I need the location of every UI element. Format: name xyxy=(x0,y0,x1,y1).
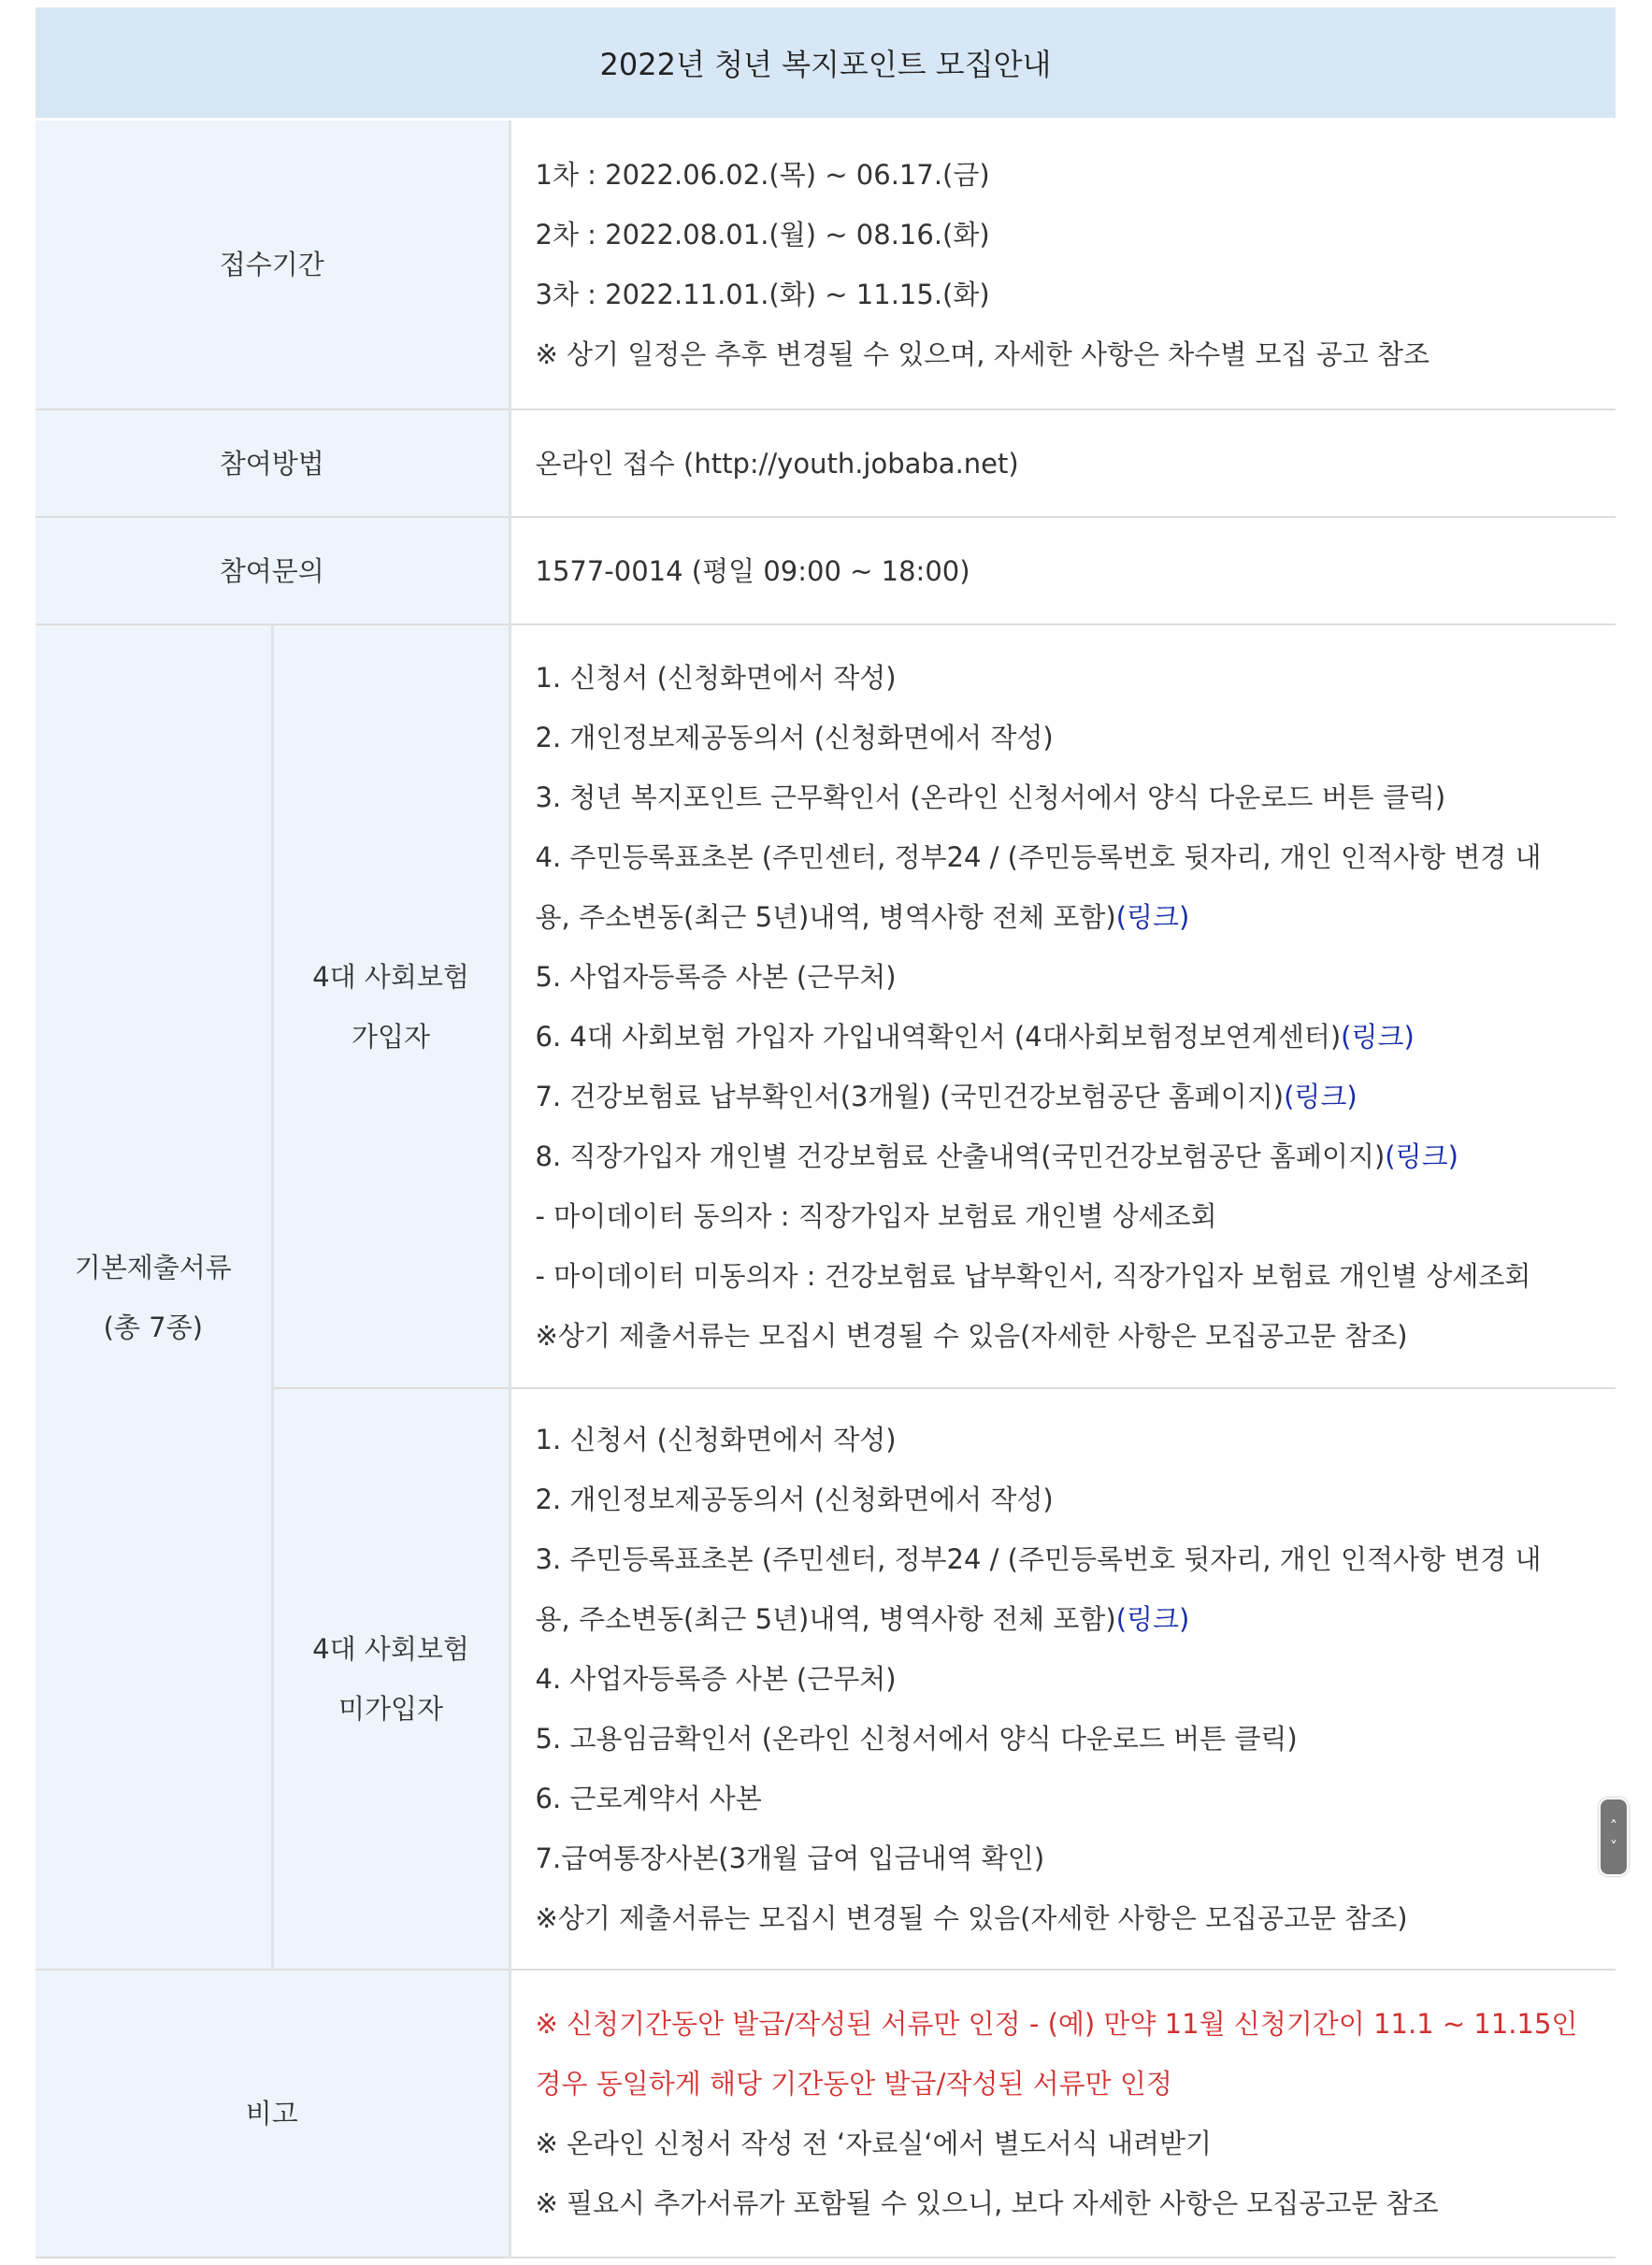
method-label: 참여방법 xyxy=(36,409,510,517)
list-item-text: 용, 주소변동(최근 5년)내역, 병역사항 전체 포함) xyxy=(535,900,1116,933)
remarks-label: 비고 xyxy=(36,1970,510,2258)
row-remarks xyxy=(36,1970,1616,2258)
insurance-history-link[interactable]: (링크) xyxy=(1341,1020,1415,1053)
list-note: ※상기 제출서류는 모집시 변경될 수 있음(자세한 사항은 모집공고문 참조) xyxy=(535,1319,1408,1352)
list-item xyxy=(536,1067,1602,1126)
list-item: 2. 개인정보제공동의서 (신청화면에서 작성) xyxy=(535,1484,1054,1515)
list-item xyxy=(536,1126,1602,1186)
list-item: 1. 신청서 (신청화면에서 작성) xyxy=(535,661,897,694)
remarks-warning-1: ※ 신청기간동안 발급/작성된 서류만 인정 - (예) 만약 11월 신청기간이 11.1 ~ 11.15인 xyxy=(535,2008,1578,2040)
period-label: 접수기간 xyxy=(36,121,510,409)
info-table xyxy=(36,121,1616,2258)
list-item: 3. 청년 복지포인트 근무확인서 (온라인 신청서에서 양식 다운로드 버튼 클릭) xyxy=(535,781,1446,813)
uninsured-label-line2: 미가입자 xyxy=(338,1693,444,1725)
list-item-text: 7. 건강보험료 납부확인서(3개월) (국민건강보험공단 홈페이지) xyxy=(535,1080,1285,1112)
list-item: - 마이데이터 미동의자 : 건강보험료 납부확인서, 직장가입자 보험료 개인별 상세조회 xyxy=(535,1259,1531,1292)
list-item-text: 6. 4대 사회보험 가입자 가입내역확인서 (4대사회보험정보연계센터) xyxy=(535,1020,1342,1053)
docs-label-line1: 기본제출서류 xyxy=(74,1251,232,1283)
list-item xyxy=(536,887,1602,947)
period-line-3: 3차 : 2022.11.01.(화) ~ 11.15.(화) xyxy=(535,279,990,310)
remarks-value xyxy=(510,1970,1616,2258)
page-title: 2022년 청년 복지포인트 모집안내 xyxy=(36,7,1616,121)
insured-docs xyxy=(510,624,1616,1388)
remarks-note-1: ※ 온라인 신청서 작성 전 ‘자료실‘에서 별도서식 내려받기 xyxy=(535,2128,1213,2159)
list-item xyxy=(536,1589,1602,1649)
row-inquiry xyxy=(36,517,1616,624)
list-item: 1. 신청서 (신청화면에서 작성) xyxy=(535,1424,897,1455)
remarks-note-2: ※ 필요시 추가서류가 포함될 수 있으니, 보다 자세한 사항은 모집공고문 참조 xyxy=(535,2187,1439,2219)
inquiry-value: 1577-0014 (평일 09:00 ~ 18:00) xyxy=(510,517,1616,624)
row-period xyxy=(36,121,1616,409)
list-item: 6. 근로계약서 사본 xyxy=(535,1783,762,1814)
list-item: 5. 고용임금확인서 (온라인 신청서에서 양식 다운로드 버튼 클릭) xyxy=(535,1723,1298,1755)
insured-label xyxy=(272,624,510,1388)
period-value xyxy=(510,121,1616,409)
uninsured-label xyxy=(272,1388,510,1970)
list-item: 2. 개인정보제공동의서 (신청화면에서 작성) xyxy=(535,721,1054,753)
health-calculation-link[interactable]: (링크) xyxy=(1385,1140,1458,1172)
health-payment-link[interactable]: (링크) xyxy=(1284,1080,1358,1112)
list-item: 7.급여통장사본(3개월 급여 입금내역 확인) xyxy=(535,1842,1045,1874)
docs-label-line2: (총 7종) xyxy=(103,1311,203,1343)
period-line-1: 1차 : 2022.06.02.(목) ~ 06.17.(금) xyxy=(535,159,990,191)
list-item: 5. 사업자등록증 사본 (근무처) xyxy=(535,960,897,993)
uninsured-docs xyxy=(510,1388,1616,1970)
insured-label-line2: 가입자 xyxy=(351,1020,431,1053)
resident-record-link[interactable]: (링크) xyxy=(1115,900,1190,933)
row-docs-uninsured xyxy=(36,1388,1616,1970)
method-value: 온라인 접수 (http://youth.jobaba.net) xyxy=(510,409,1616,517)
insured-label-line1: 4대 사회보험 xyxy=(312,960,469,993)
list-item-text: 8. 직장가입자 개인별 건강보험료 산출내역(국민건강보험공단 홈페이지) xyxy=(535,1140,1386,1172)
resident-record-link-2[interactable]: (링크) xyxy=(1115,1603,1190,1635)
docs-label xyxy=(36,624,272,1970)
list-item: - 마이데이터 동의자 : 직장가입자 보험료 개인별 상세조회 xyxy=(535,1199,1217,1232)
chevron-up-icon[interactable]: ˄ xyxy=(1610,1817,1617,1835)
period-note: ※ 상기 일정은 추후 변경될 수 있으며, 자세한 사항은 차수별 모집 공고 참조 xyxy=(535,338,1430,370)
chevron-down-icon[interactable]: ˅ xyxy=(1610,1838,1617,1856)
uninsured-label-line1: 4대 사회보험 xyxy=(312,1633,469,1665)
list-item: 3. 주민등록표초본 (주민센터, 정부24 / (주민등록번호 뒷자리, 개인 인적사항 변경 내 xyxy=(535,1543,1542,1575)
list-item xyxy=(536,1007,1602,1067)
list-item-text: 용, 주소변동(최근 5년)내역, 병역사항 전체 포함) xyxy=(535,1603,1116,1635)
inquiry-label: 참여문의 xyxy=(36,517,510,624)
row-method xyxy=(36,409,1616,517)
row-docs-insured xyxy=(36,624,1616,1388)
scroll-control[interactable] xyxy=(1599,1798,1629,1876)
list-item: 4. 주민등록표초본 (주민센터, 정부24 / (주민등록번호 뒷자리, 개인 인적사항 변경 내 xyxy=(535,840,1542,873)
recruitment-info xyxy=(36,7,1616,2258)
remarks-warning-2: 경우 동일하게 해당 기간동안 발급/작성된 서류만 인정 xyxy=(535,2068,1172,2100)
period-line-2: 2차 : 2022.08.01.(월) ~ 08.16.(화) xyxy=(535,219,990,251)
list-item: 4. 사업자등록증 사본 (근무처) xyxy=(535,1663,897,1695)
list-note: ※상기 제출서류는 모집시 변경될 수 있음(자세한 사항은 모집공고문 참조) xyxy=(535,1902,1408,1934)
